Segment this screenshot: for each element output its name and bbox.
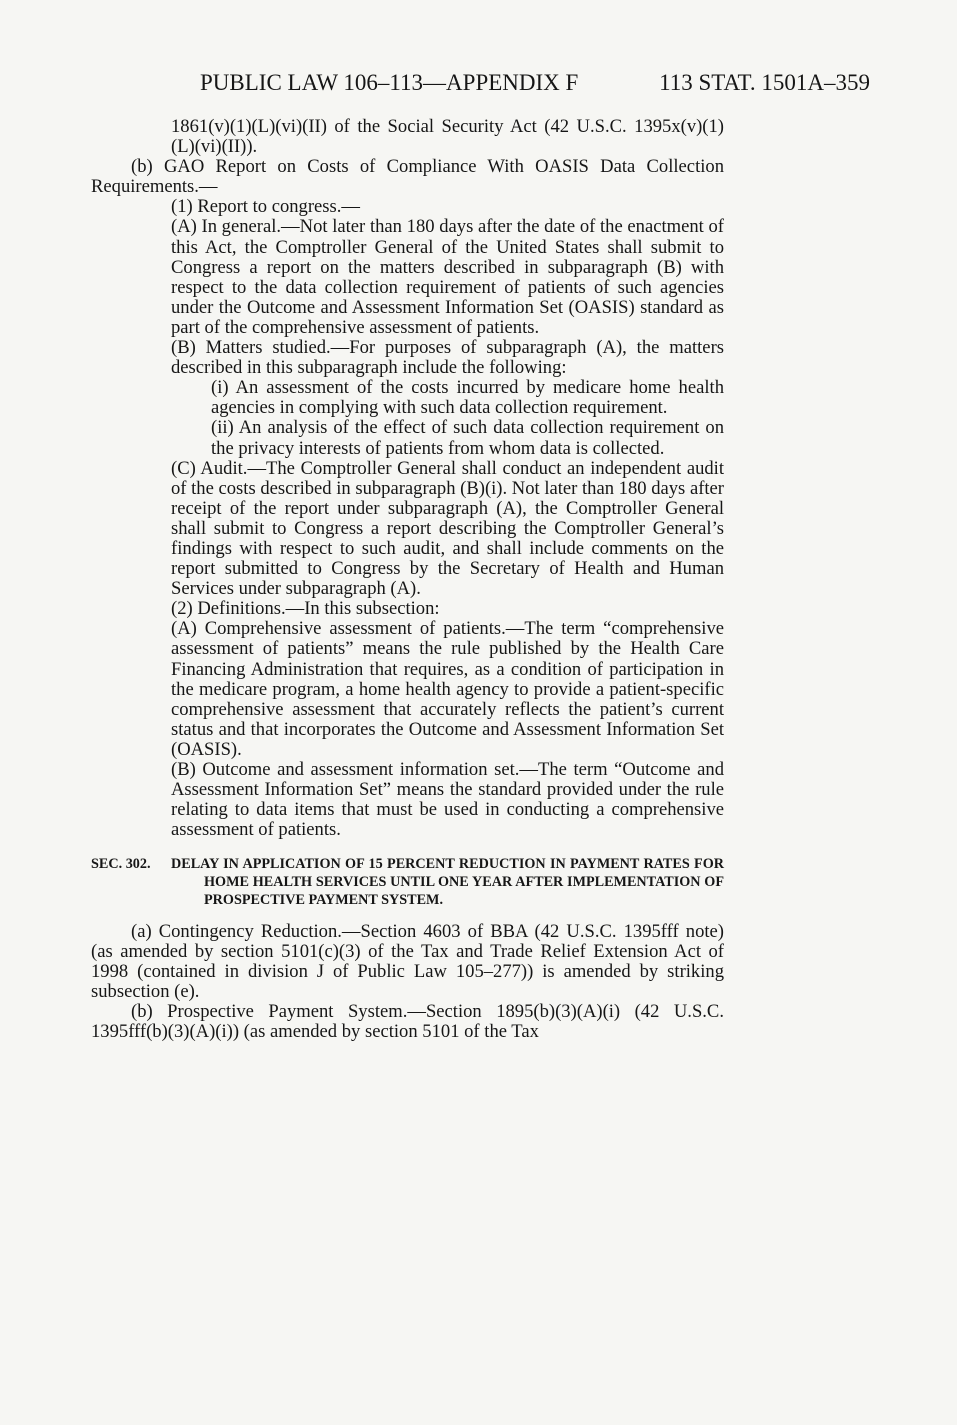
paragraph-2-definitions: (2) Definitions.—In this subsection: [171, 598, 440, 620]
section-title: DELAY IN APPLICATION OF 15 PERCENT REDUCTION IN PAYMENT RATES FOR HOME HEALTH SERVICES UNTIL ONE YEAR AFTER IMPLEMENTATION OF PROSPECTIVE PAYMENT SYSTEM. [171, 856, 724, 908]
definition-oasis: (B) Outcome and assessment information set.—The term “Outcome and Assessment Information Set” means the standard provided under the rule relating to data items that must be used in conducting a comprehensive assessment of patients. [171, 759, 724, 841]
section-paragraph-b: (b) Prospective Payment System.—Section 1895(b)(3)(A)(i) (42 U.S.C. 1395fff(b)(3)(A)(i)) (as amended by section 5101 of the Tax [91, 1001, 724, 1043]
header-stat-citation: 113 STAT. 1501A–359 [659, 70, 870, 95]
definition-comprehensive-assessment: (A) Comprehensive assessment of patients.—The term “comprehensive assessment of patients” means the rule published by the Health Care Financing Administration that requires, as a condition of participation in the medicare program, a home health agency to provide a patient-specific comprehensive assessment that accurately reflects the patient’s current status and that incorporates the Outcome and Assessment Information Set (OASIS). [171, 618, 724, 760]
header-public-law: PUBLIC LAW 106–113—APPENDIX F [200, 70, 579, 95]
clause-i: (i) An assessment of the costs incurred by medicare home health agencies in complying with such data collection requirement. [211, 377, 724, 419]
section-number: SEC. 302. [91, 856, 151, 873]
paragraph-1-heading: (1) Report to congress.— [171, 196, 360, 218]
clause-ii: (ii) An analysis of the effect of such data collection requirement on the privacy interests of patients from whom data is collected. [211, 417, 724, 459]
subsection-b-heading: (b) GAO Report on Costs of Compliance With OASIS Data Collection Requirements.— [91, 156, 724, 198]
document-body [91, 117, 724, 1042]
subparagraph-a-general: (A) In general.—Not later than 180 days after the date of the enactment of this Act, the Comptroller General of the United States shall submit to Congress a report on the matters described in subparagraph (B) with respect to the data collection requirement of patients of such agencies under the Outcome and Assessment Information Set (OASIS) standard as part of the comprehensive assessment of patients. [171, 216, 724, 338]
subparagraph-b-matters: (B) Matters studied.—For purposes of subparagraph (A), the matters described in this subparagraph include the following: [171, 337, 724, 379]
subparagraph-c-audit: (C) Audit.—The Comptroller General shall conduct an independent audit of the costs described in subparagraph (B)(i). Not later than 180 days after receipt of the report under subparagraph (A), the Comptroller General shall submit to Congress a report describing the Comptroller General’s findings with respect to such audit, and shall include comments on the report submitted to Congress by the Secretary of Health and Human Services under subparagraph (A). [171, 457, 724, 600]
section-heading [91, 856, 724, 909]
page-header [200, 70, 870, 100]
section-paragraph-a: (a) Contingency Reduction.—Section 4603 of BBA (42 U.S.C. 1395fff note) (as amended by section 5101(c)(3) of the Tax and Trade Relief Extension Act of 1998 (contained in division J of Public Law 105–277)) is amended by striking subsection (e). [91, 920, 724, 1003]
paragraph-continuation: 1861(v)(1)(L)(vi)(II) of the Social Security Act (42 U.S.C. 1395x(v)(1)(L)(vi)(II)). [171, 116, 724, 158]
